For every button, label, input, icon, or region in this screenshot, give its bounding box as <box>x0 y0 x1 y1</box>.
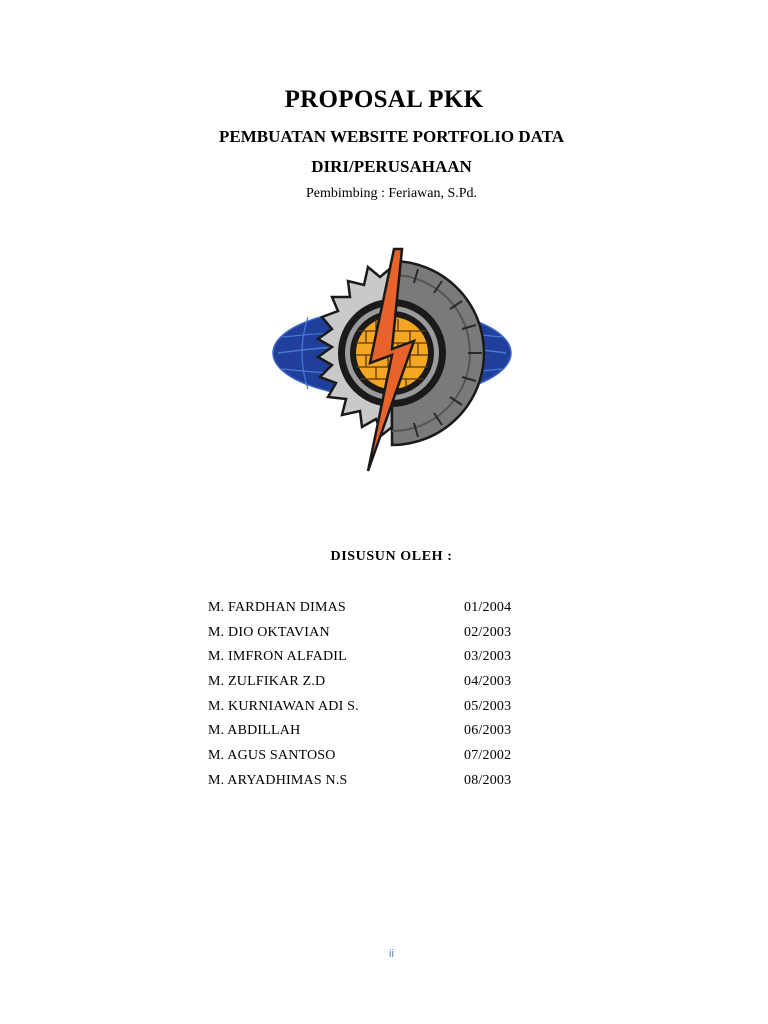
author-id: 02/2003 <box>464 624 512 640</box>
supervisor-line: Pembimbing : Feriawan, S.Pd. <box>305 186 478 201</box>
author-id: 08/2003 <box>464 772 512 788</box>
author-row <box>208 647 538 672</box>
author-row <box>208 598 538 623</box>
author-row <box>208 771 538 796</box>
author-id: 04/2003 <box>464 674 512 690</box>
author-name: M. AGUS SANTOSO <box>208 748 336 764</box>
subtitle-line-1: PEMBUATAN WEBSITE PORTFOLIO DATA <box>219 127 564 146</box>
author-name: M. ZULFIKAR Z.D <box>208 674 326 690</box>
author-id: 05/2003 <box>464 698 512 714</box>
author-row <box>208 721 538 746</box>
page-number: ii <box>389 948 394 960</box>
author-name: M. FARDHAN DIMAS <box>208 600 346 615</box>
author-row <box>208 697 538 722</box>
subtitle-line-2: DIRI/PERUSAHAAN <box>311 157 472 176</box>
author-row <box>208 672 538 697</box>
author-name: M. DIO OKTAVIAN <box>208 624 330 640</box>
author-id: 07/2002 <box>464 748 512 764</box>
author-id: 03/2003 <box>464 649 512 665</box>
author-id: 01/2004 <box>464 600 512 615</box>
author-name: M. ABDILLAH <box>208 723 301 739</box>
author-name: M. ARYADHIMAS N.S <box>208 772 348 788</box>
author-row <box>208 746 538 771</box>
school-logo-icon <box>268 245 516 475</box>
author-name: M. IMFRON ALFADIL <box>208 649 347 665</box>
page-title: PROPOSAL PKK <box>284 86 484 113</box>
author-row <box>208 623 538 648</box>
authors-list <box>208 598 538 796</box>
author-id: 06/2003 <box>464 723 512 739</box>
author-name: M. KURNIAWAN ADI S. <box>208 698 359 714</box>
authors-heading: DISUSUN OLEH : <box>330 549 453 564</box>
